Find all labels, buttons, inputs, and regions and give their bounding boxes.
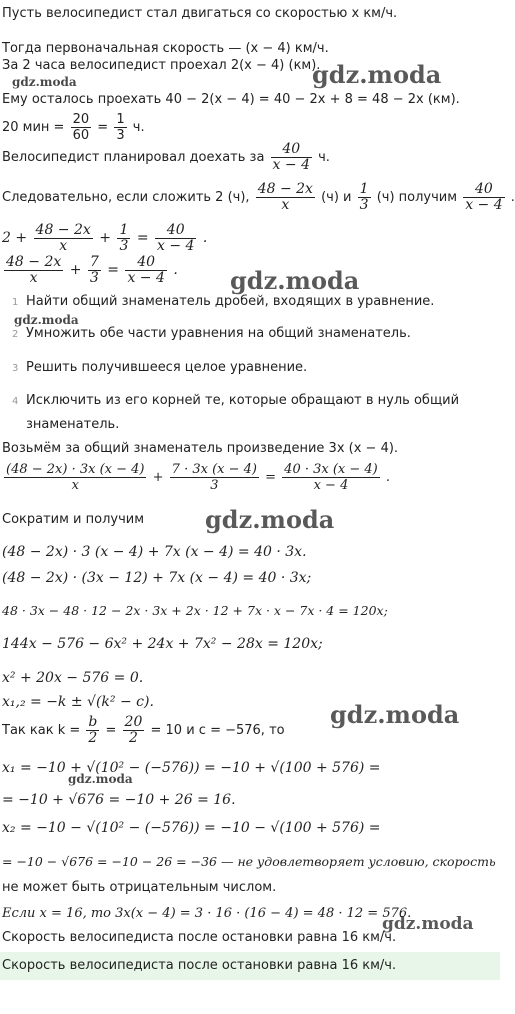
list-item (12, 360, 307, 375)
denominator: x − 4 (127, 269, 165, 286)
fraction (463, 182, 504, 213)
denominator: x (71, 478, 79, 493)
text-line: За 2 часа велосипедист проехал 2(x − 4) (км). (2, 58, 321, 73)
list-item (12, 393, 459, 408)
text: . (202, 230, 208, 246)
fraction (114, 112, 126, 143)
text-line: не может быть отрицательным числом. (2, 880, 277, 895)
numerator: 40 (271, 142, 312, 158)
denominator: x − 4 (272, 157, 310, 173)
text-line: Сократим и получим (2, 512, 145, 527)
watermark: gdz.moda (312, 60, 442, 89)
equation: 48 · 3x − 48 · 12 − 2x · 3x + 2x · 12 + 7x · x − 7x · 4 = 120x; (2, 603, 388, 618)
equation: x₁,₂ = −k ± √(k² − c). (2, 694, 154, 710)
step-number: 3 (12, 363, 19, 374)
text: (ч) получим (376, 190, 458, 205)
fraction (71, 112, 92, 143)
fraction (155, 223, 196, 254)
text-line: Пусть велосипедист стал двигаться со скоростью x км/ч. (2, 6, 398, 21)
numerator: 40 (125, 255, 166, 271)
list-item (12, 326, 411, 341)
denominator: x − 4 (157, 237, 195, 254)
numerator: 48 − 2x (35, 221, 91, 238)
text-line (2, 180, 515, 216)
text: = (265, 470, 277, 485)
fraction (34, 223, 93, 254)
equation: x₁ = −10 + √(10² − (−576)) = −10 + √(100 + 576) = (2, 760, 381, 776)
fraction (4, 462, 146, 493)
text: + (152, 470, 164, 485)
step-number: 2 (12, 329, 19, 340)
numerator: 48 − 2x (257, 181, 313, 197)
text-line (2, 140, 330, 176)
denominator: 2 (129, 730, 138, 746)
text: Следовательно, если сложить 2 (ч), (2, 190, 250, 205)
text: Так как k = (2, 723, 81, 738)
denominator: 3 (116, 128, 125, 143)
denominator: 60 (72, 128, 90, 143)
numerator: 20 (124, 714, 143, 730)
numerator: 40 · 3x (x − 4) (284, 462, 378, 477)
text-line: Скорость велосипедиста после остановки равна 16 км/ч. (2, 930, 397, 945)
numerator: 1 (359, 181, 369, 197)
text: = 10 и c = −576, то (150, 723, 285, 738)
numerator: 40 (155, 223, 196, 239)
answer-box (0, 952, 500, 980)
denominator: x (29, 269, 38, 286)
step-text: Исключить из его корней те, которые обращают в нуль общий (26, 393, 460, 408)
denominator: x − 4 (465, 197, 503, 213)
equation: = −10 − √676 = −10 − 26 = −36 — не удовлетворяет условию, скорость (2, 854, 496, 869)
text: . (510, 190, 515, 205)
step-text: Найти общий знаменатель дробей, входящих в уравнение. (26, 294, 435, 309)
step-number: 4 (12, 396, 19, 407)
denominator: x (281, 197, 290, 213)
numerator: 7 · 3x (x − 4) (171, 462, 257, 477)
equation: x² + 20x − 576 = 0. (2, 670, 144, 686)
numerator: 48 − 2x (6, 253, 62, 270)
text-line: Возьмём за общий знаменатель произведение 3x (x − 4). (2, 441, 399, 456)
fraction (4, 255, 63, 286)
watermark: gdz.moda (330, 700, 460, 729)
watermark: gdz.moda (230, 266, 360, 295)
text-line: Ему осталось проехать 40 − 2(x − 4) = 40 − 2x + 8 = 48 − 2x (км). (2, 92, 460, 107)
text-line (2, 712, 285, 750)
fraction (86, 715, 99, 746)
denominator: x (59, 237, 68, 254)
watermark: gdz.moda (14, 313, 79, 327)
text: . (173, 262, 178, 278)
list-item (12, 294, 434, 309)
numerator: b (88, 714, 98, 730)
equation: 144x − 576 − 6x² + 24x + 7x² − 28x = 120x; (2, 636, 323, 652)
equation (2, 458, 390, 498)
fraction (170, 462, 259, 493)
equation (2, 252, 178, 288)
denominator: 3 (89, 269, 99, 286)
text: ч. (132, 120, 145, 135)
denominator: 3 (119, 237, 129, 254)
text: + (69, 262, 82, 278)
equation: (48 − 2x) · 3 (x − 4) + 7x (x − 4) = 40 · 3x. (2, 544, 307, 560)
denominator: 3 (210, 478, 219, 493)
denominator: 3 (359, 197, 369, 213)
watermark: gdz.moda (12, 75, 77, 89)
numerator: (48 − 2x) · 3x (x − 4) (6, 462, 145, 477)
step-text: Умножить обе части уравнения на общий знаменатель. (26, 326, 411, 341)
answer-text: Скорость велосипедиста после остановки равна 16 км/ч. (2, 958, 397, 973)
text: . (385, 470, 391, 485)
fraction (123, 715, 145, 746)
denominator: x − 4 (313, 478, 349, 493)
numerator: 7 (89, 253, 99, 270)
fraction (358, 182, 371, 213)
text: 20 мин = (2, 120, 65, 135)
watermark: gdz.moda (382, 914, 474, 934)
text: 2 + (2, 230, 28, 246)
watermark: gdz.moda (205, 505, 335, 534)
numerator: 1 (116, 112, 125, 127)
fraction (256, 182, 315, 213)
fraction (125, 255, 166, 286)
fraction (271, 142, 312, 173)
text: = (107, 262, 119, 278)
fraction (117, 223, 130, 254)
text: (ч) и (321, 190, 352, 205)
step-text: Решить получившееся целое уравнение. (26, 360, 308, 375)
equation (2, 220, 207, 256)
text-line: Тогда первоначальная скорость — (x − 4) км/ч. (2, 41, 329, 56)
text: ч. (318, 150, 330, 165)
text: = (105, 723, 117, 738)
numerator: 40 (463, 182, 504, 198)
equation: Если x = 16, то 3x(x − 4) = 3 · 16 · (16 − 4) = 48 · 12 = 576. (2, 906, 412, 921)
equation: x₂ = −10 − √(10² − (−576)) = −10 − √(100 + 576) = (2, 820, 381, 836)
text: Велосипедист планировал доехать за (2, 150, 265, 165)
fraction (88, 255, 101, 286)
fraction (282, 462, 380, 493)
numerator: 1 (119, 221, 129, 238)
text: + (99, 230, 111, 246)
step-number: 1 (12, 297, 19, 308)
list-item-continuation: знаменатель. (26, 417, 120, 432)
equation: (48 − 2x) · (3x − 12) + 7x (x − 4) = 40 · 3x; (2, 570, 312, 586)
watermark: gdz.moda (68, 772, 133, 786)
numerator: 20 (72, 112, 90, 127)
denominator: 2 (88, 730, 98, 746)
text: = (136, 230, 149, 246)
text: = (97, 120, 109, 135)
equation: = −10 + √676 = −10 + 26 = 16. (2, 792, 236, 808)
